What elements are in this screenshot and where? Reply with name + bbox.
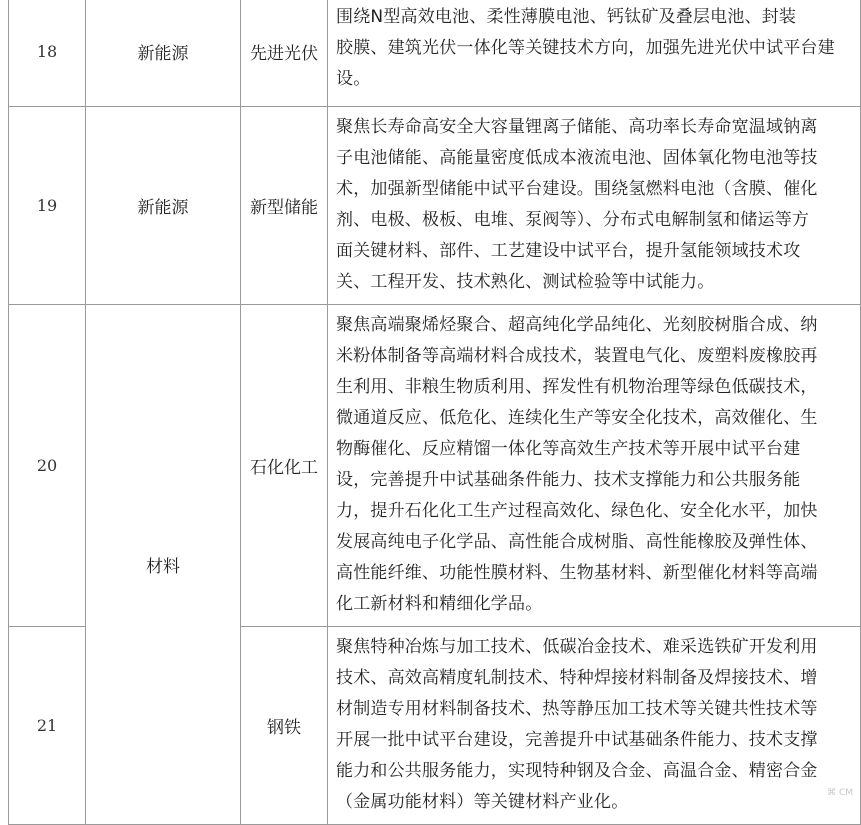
description-line: 胶膜、建筑光伏一体化等关键技术方向，加强先进光伏中试平台建	[336, 38, 835, 58]
description-line: 设。	[336, 69, 371, 89]
description-line: 剂、电极、极板、电堆、泵阀等）、分布式电解制氢和储运等方	[336, 210, 810, 230]
row-number: 19	[9, 107, 86, 305]
description-line: 化工新材料和精细化学品。	[336, 594, 543, 614]
description-line: 开展一批中试平台建设，完善提升中试基础条件能力、技术支撑	[336, 730, 818, 750]
description-line: 力，提升石化化工生产过程高效化、绿色化、安全化水平，加快	[336, 501, 818, 521]
field-cell: 先进光伏	[241, 0, 328, 107]
row-number: 20	[9, 305, 86, 627]
description-line: 高性能纤维、功能性膜材料、生物基材料、新型催化材料等高端	[336, 563, 818, 583]
description-cell	[328, 107, 861, 305]
description-line: 面关键材料、部件、工艺建设中试平台，提升氢能领域技术攻	[336, 241, 801, 261]
description-line: 子电池储能、高能量密度低成本液流电池、固体氧化物电池等技	[336, 148, 818, 168]
description-line: 发展高纯电子化学品、高性能合成树脂、高性能橡胶及弹性体、	[336, 532, 818, 552]
description-line: 聚焦长寿命高安全大容量锂离子储能、高功率长寿命宽温域钠离	[336, 117, 818, 137]
description-cell	[328, 305, 861, 627]
description-line: 米粉体制备等高端材料合成技术，装置电气化、废塑料废橡胶再	[336, 346, 818, 366]
description-line: 围绕N型高效电池、柔性薄膜电池、钙钛矿及叠层电池、封装	[336, 7, 797, 27]
policy-table	[8, 0, 861, 825]
watermark-logo: ⌘ CM	[827, 788, 853, 798]
description-line: 关、工程开发、技术熟化、测试检验等中试能力。	[336, 272, 715, 292]
table-row	[9, 107, 861, 305]
description-line: 材制造专用材料制备技术、热等静压加工技术等关键共性技术等	[336, 699, 818, 719]
category-cell: 材料	[86, 305, 241, 825]
description-line: 术，加强新型储能中试平台建设。围绕氢燃料电池（含膜、催化	[336, 179, 818, 199]
table-row	[9, 305, 861, 627]
description-line: 生利用、非粮生物质利用、挥发性有机物治理等绿色低碳技术，	[336, 377, 818, 397]
field-cell: 钢铁	[241, 627, 328, 825]
description-line: 能力和公共服务能力，实现特种钢及合金、高温合金、精密合金	[336, 761, 818, 781]
field-cell: 石化化工	[241, 305, 328, 627]
description-line: 设，完善提升中试基础条件能力、技术支撑能力和公共服务能	[336, 470, 801, 490]
category-cell: 新能源	[86, 107, 241, 305]
category-cell: 新能源	[86, 0, 241, 107]
description-line: 技术、高效高精度轧制技术、特种焊接材料制备及焊接技术、增	[336, 668, 818, 688]
description-line: 物酶催化、反应精馏一体化等高效生产技术等开展中试平台建	[336, 439, 801, 459]
description-line: 微通道反应、低危化、连续化生产等安全化技术，高效催化、生	[336, 408, 818, 428]
table-row	[9, 0, 861, 107]
description-line: 聚焦高端聚烯烃聚合、超高纯化学品纯化、光刻胶树脂合成、纳	[336, 315, 818, 335]
field-cell: 新型储能	[241, 107, 328, 305]
description-line: （金属功能材料）等关键材料产业化。	[336, 792, 629, 812]
description-line: 聚焦特种冶炼与加工技术、低碳冶金技术、难采选铁矿开发利用	[336, 637, 818, 657]
description-cell	[328, 0, 861, 107]
row-number: 21	[9, 627, 86, 825]
description-cell	[328, 627, 861, 825]
row-number: 18	[9, 0, 86, 107]
